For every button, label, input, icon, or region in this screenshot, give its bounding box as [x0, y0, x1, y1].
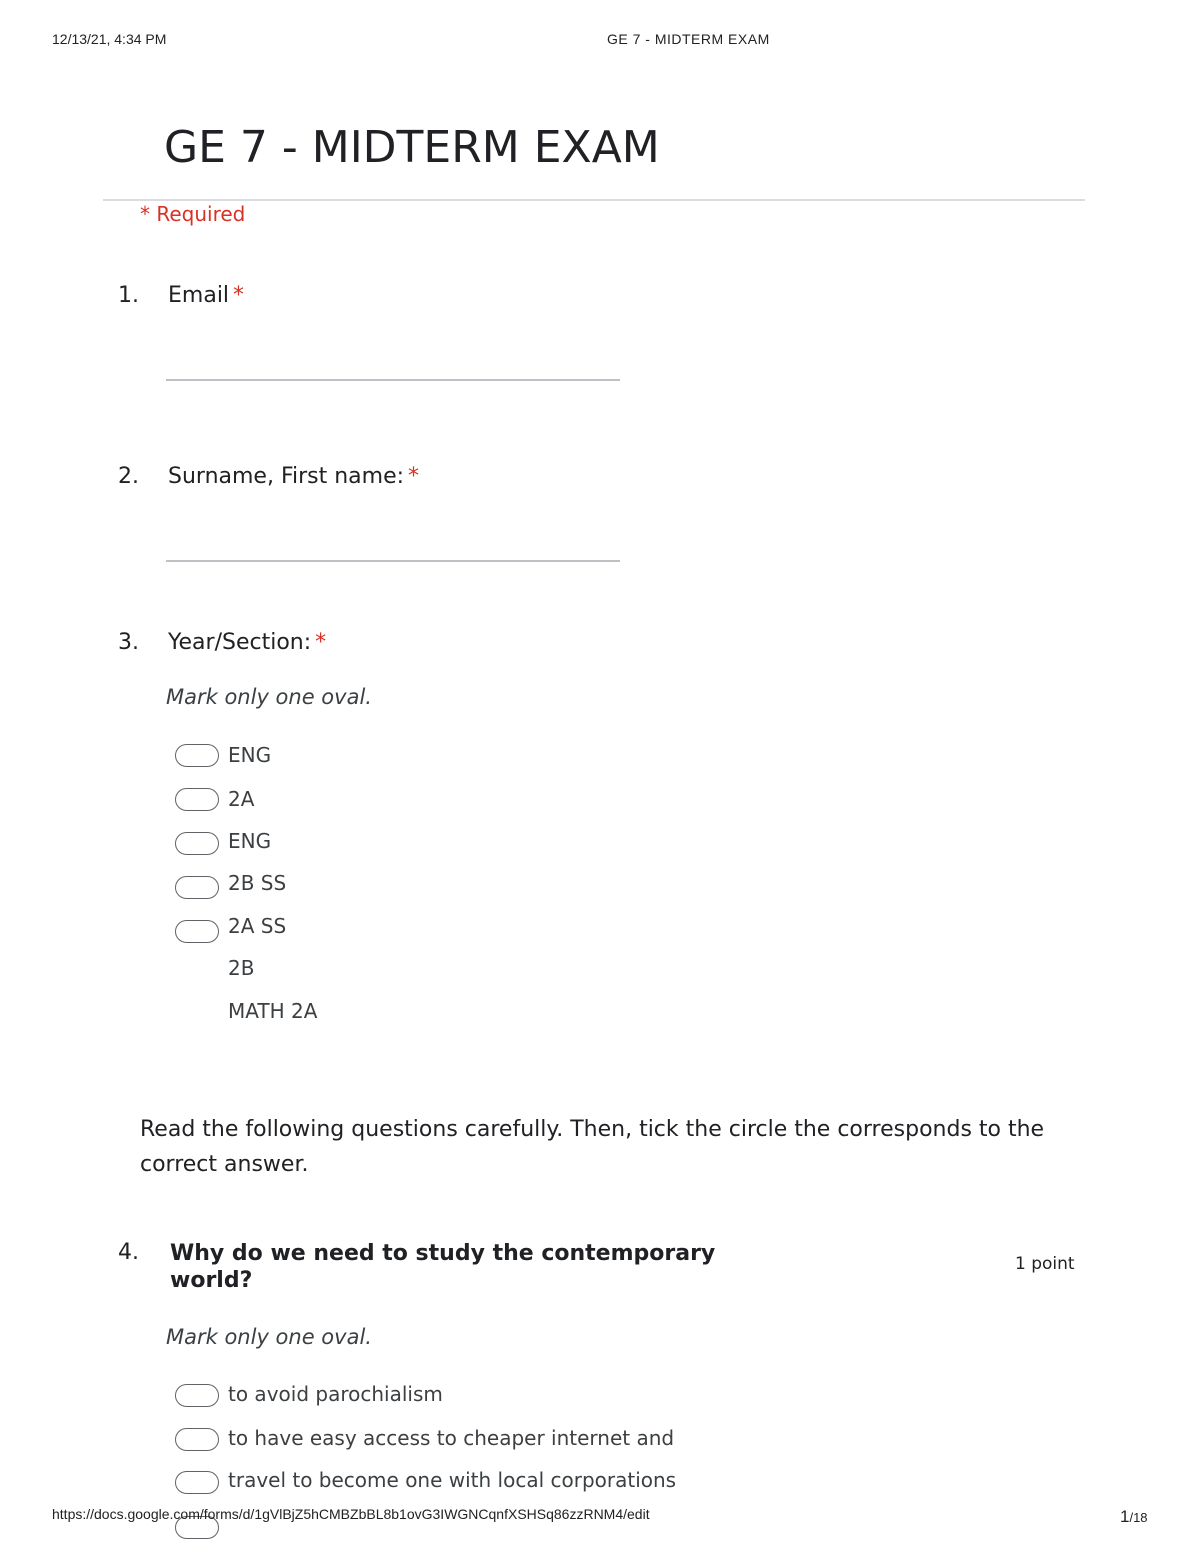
print-header-title: GE 7 - MIDTERM EXAM	[607, 31, 770, 47]
radio-oval[interactable]	[175, 788, 219, 811]
required-star: *	[233, 283, 245, 308]
radio-oval[interactable]	[175, 1428, 219, 1451]
print-footer-url: https://docs.google.com/forms/d/1gVlBjZ5hCMBZbBL8b1ovG3IWGNCqnfXSHSq86zzRNM4/edit	[52, 1506, 650, 1522]
email-field[interactable]	[166, 379, 620, 381]
required-star: *	[315, 630, 327, 655]
radio-oval[interactable]	[175, 1384, 219, 1407]
form-title: GE 7 - MIDTERM EXAM	[164, 122, 660, 173]
section-instructions: Read the following questions carefully. Then, tick the circle the corresponds to the correct answer.	[140, 1117, 1045, 1177]
question-2-title	[168, 464, 419, 489]
required-note: * Required	[140, 202, 246, 226]
question-1-title	[168, 283, 244, 308]
radio-oval[interactable]	[175, 876, 219, 899]
required-star: *	[408, 464, 420, 489]
radio-oval[interactable]	[175, 744, 219, 767]
page-number	[1120, 1507, 1148, 1527]
option-label: 2B SS	[228, 871, 287, 895]
print-header-date: 12/13/21, 4:34 PM	[52, 31, 167, 47]
option-label: 2A SS	[228, 914, 287, 938]
question-2-number: 2.	[118, 464, 139, 489]
title-divider	[103, 199, 1085, 201]
option-label: to avoid parochialism	[228, 1382, 443, 1406]
question-1-number: 1.	[118, 283, 139, 308]
name-field[interactable]	[166, 560, 620, 562]
radio-oval[interactable]	[175, 832, 219, 855]
option-label: travel to become one with local corporations	[228, 1468, 677, 1492]
page-total: /18	[1129, 1510, 1148, 1525]
question-4-number: 4.	[118, 1240, 139, 1265]
question-3-label: Year/Section:	[168, 630, 312, 655]
option-label: 2B	[228, 956, 255, 980]
question-3-hint: Mark only one oval.	[166, 685, 372, 709]
radio-oval[interactable]	[175, 920, 219, 943]
option-label: MATH 2A	[228, 999, 318, 1023]
points-label: 1 point	[1015, 1254, 1075, 1274]
question-4-hint: Mark only one oval.	[166, 1325, 372, 1349]
option-label: ENG	[228, 829, 272, 853]
question-2-label: Surname, First name:	[168, 464, 405, 489]
option-label: to have easy access to cheaper internet and	[228, 1426, 675, 1450]
question-3-title	[168, 630, 326, 655]
question-4-title: Why do we need to study the contemporary world?	[170, 1241, 716, 1293]
radio-oval[interactable]	[175, 1471, 219, 1494]
option-label: ENG	[228, 743, 272, 767]
option-label: 2A	[228, 787, 255, 811]
question-3-number: 3.	[118, 630, 139, 655]
page-current: 1	[1120, 1507, 1130, 1526]
question-1-label: Email	[168, 283, 230, 308]
